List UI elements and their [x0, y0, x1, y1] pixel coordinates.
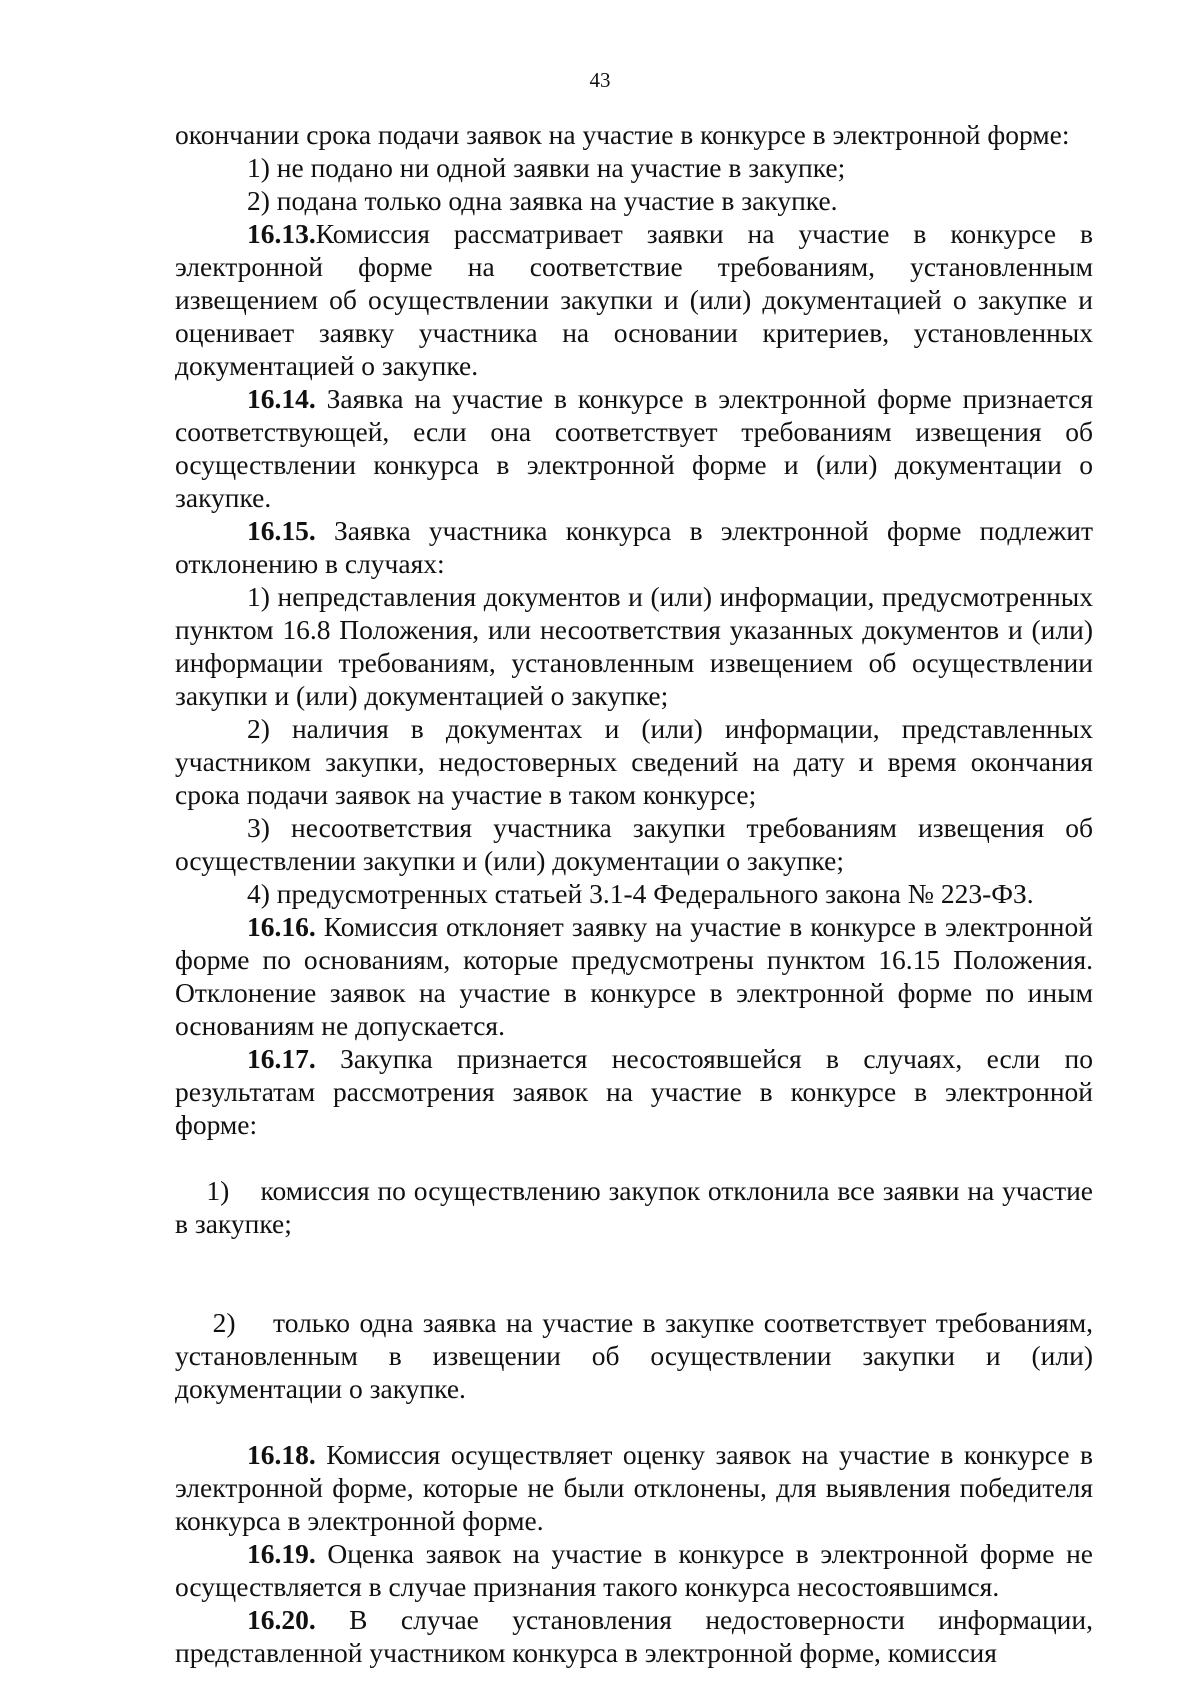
paragraph-text: 1) комиссия по осуществлению закупок отклонила все заявки на участие в закупке; [175, 1175, 1100, 1239]
section-16-19 [175, 1537, 1093, 1603]
list-item [175, 712, 1093, 811]
paragraph-text: В случае установления недостоверности информации, представленной участником конкурса в электронной форме, комиссия [175, 1604, 1093, 1668]
paragraph-text: окончании срока подачи заявок на участие в конкурсе в электронной форме: [175, 119, 1070, 150]
list-item [175, 580, 1093, 712]
section-number: 16.19. [247, 1538, 316, 1569]
paragraph-text: 2) только одна заявка на участие в закупке соответствует требованиям, установленным в извещении об осуществлении закупки и (или) документации о закупке. [175, 1307, 1100, 1404]
paragraph-text: 1) не подано ни одной заявки на участие в закупке; [247, 152, 846, 183]
section-16-18 [175, 1438, 1093, 1537]
section-16-15 [175, 514, 1093, 580]
section-16-13 [175, 217, 1093, 382]
section-number: 16.14. [247, 383, 316, 414]
paragraph-text: Заявка участника конкурса в электронной форме подлежит отклонению в случаях: [175, 515, 1093, 579]
paragraph-text: 1) непредставления документов и (или) информации, предусмотренных пунктом 16.8 Положения, или несоответствия указанных документов и (или) информации требованиям, установленным извещением об осуществлении закупки и (или) документацией о закупке; [175, 581, 1093, 711]
list-item [175, 184, 1093, 217]
section-number: 16.13. [247, 218, 316, 249]
paragraph-text: 2) наличия в документах и (или) информации, представленных участником закупки, недостоверных сведений на дату и время окончания срока подачи заявок на участие в таком конкурсе; [175, 713, 1093, 810]
paragraph-text: Комиссия осуществляет оценку заявок на участие в конкурсе в электронной форме, которые не были отклонены, для выявления победителя конкурса в электронной форме. [175, 1439, 1093, 1536]
list-item [175, 1273, 1100, 1438]
paragraph-text: 2) подана только одна заявка на участие в закупке. [247, 185, 838, 216]
section-number: 16.15. [247, 515, 316, 546]
section-number: 16.20. [247, 1604, 316, 1635]
section-16-14 [175, 382, 1093, 514]
section-16-16 [175, 910, 1093, 1042]
document-body [175, 118, 1100, 1669]
paragraph-text: Заявка на участие в конкурсе в электронной форме признается соответствующей, если она соответствует требованиям извещения об осуществлении конкурса в электронной форме и (или) документации о закупке. [175, 383, 1093, 513]
page-number: 43 [589, 68, 611, 92]
list-item [175, 1141, 1100, 1273]
paragraph-text: Комиссия рассматривает заявки на участие в конкурсе в электронной форме на соответствие требованиям, установленным извещением об осуществлении закупки и (или) документацией о закупке и оценивает заявку участника на основании критериев, установленных документацией о закупке. [175, 218, 1093, 381]
list-item [175, 877, 1093, 910]
section-16-17 [175, 1042, 1093, 1141]
section-number: 16.18. [247, 1439, 316, 1470]
paragraph-text: Оценка заявок на участие в конкурсе в электронной форме не осуществляется в случае признания такого конкурса несостоявшимся. [175, 1538, 1093, 1602]
paragraph-text: Комиссия отклоняет заявку на участие в конкурсе в электронной форме по основаниям, которые предусмотрены пунктом 16.15 Положения. Отклонение заявок на участие в конкурсе в электронной форме по иным основаниям не допускается. [175, 911, 1093, 1041]
section-number: 16.16. [247, 911, 316, 942]
section-16-20 [175, 1603, 1093, 1669]
paragraph-text: Закупка признается несостоявшейся в случаях, если по результатам рассмотрения заявок на участие в конкурсе в электронной форме: [175, 1043, 1093, 1140]
paragraph-text: 3) несоответствия участника закупки требованиям извещения об осуществлении закупки и (или) документации о закупке; [175, 812, 1093, 876]
paragraph-text: 4) предусмотренных статьей 3.1-4 Федерального закона № 223-ФЗ. [247, 878, 1034, 909]
list-item [175, 151, 1093, 184]
section-number: 16.17. [247, 1043, 316, 1074]
list-item [175, 811, 1093, 877]
paragraph-continuation [175, 118, 1093, 151]
